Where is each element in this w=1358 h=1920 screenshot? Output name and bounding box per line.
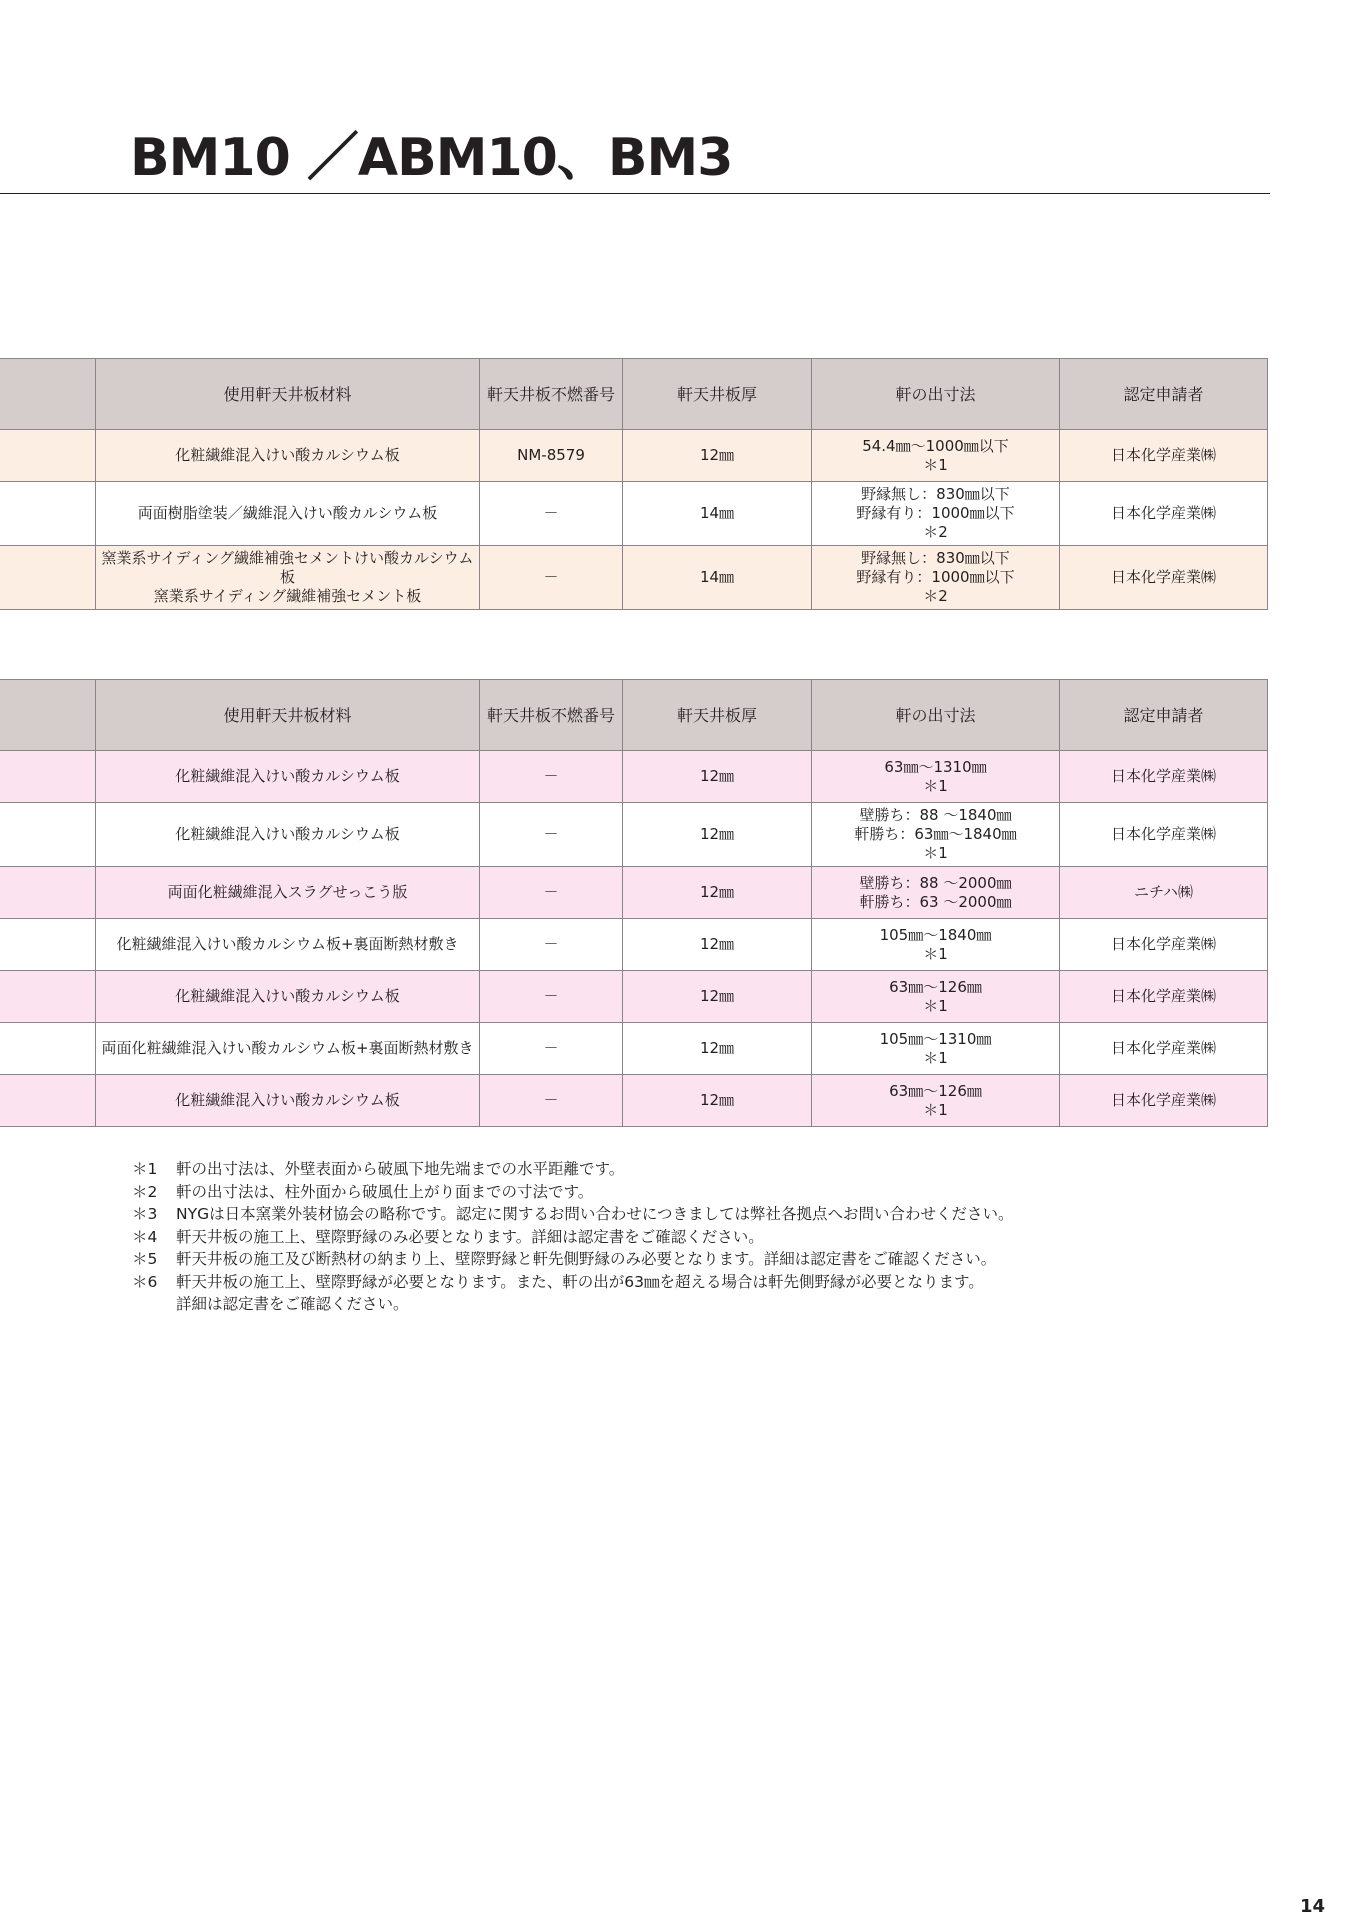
table-row (0, 803, 1268, 867)
cell-applicant: 日本化学産業㈱ (1060, 751, 1268, 803)
table-row (0, 751, 1268, 803)
row-label (0, 803, 96, 867)
cell-eave-dimension: 63㎜～126㎜ ＊1 (812, 1075, 1060, 1127)
table-row (0, 546, 1268, 610)
cell-eave-dimension: 壁勝ち：88 ～1840㎜ 軒勝ち：63㎜～1840㎜ ＊1 (812, 803, 1060, 867)
cell-applicant: 日本化学産業㈱ (1060, 803, 1268, 867)
header-thickness: 軒天井板厚 (623, 359, 812, 430)
footnote-text: 軒天井板の施工上、壁際野縁が必要となります。また、軒の出が63㎜を超える場合は軒先側野縁が必要となります。 詳細は認定書をご確認ください。 (176, 1272, 984, 1313)
cell-fireproof-no: － (480, 1023, 623, 1075)
cell-fireproof-no: NM-8579 (480, 430, 623, 482)
footnote-mark: ＊6 (132, 1272, 158, 1291)
footnote-text: NYGは日本窯業外装材協会の略称です。認定に関するお問い合わせにつきましては弊社各拠点へお問い合わせください。 (176, 1205, 1014, 1223)
table-row (0, 1075, 1268, 1127)
table-row (0, 1023, 1268, 1075)
cell-material: 窯業系サイディング繊維補強セメントけい酸カルシウム板 窯業系サイディング繊維補強セメント板 (96, 546, 480, 610)
cell-thickness: 12㎜ (623, 430, 812, 482)
header-material: 使用軒天井板材料 (96, 680, 480, 751)
cell-applicant: 日本化学産業㈱ (1060, 1023, 1268, 1075)
row-label (0, 919, 96, 971)
cell-eave-dimension: 野縁無し：830㎜以下 野縁有り：1000㎜以下 ＊2 (812, 546, 1060, 610)
row-label (0, 1075, 96, 1127)
row-label (0, 546, 96, 610)
cell-material: 化粧繊維混入けい酸カルシウム板 (96, 971, 480, 1023)
cell-fireproof-no: － (480, 919, 623, 971)
footnote (132, 1158, 1014, 1181)
footnote-text: 軒天井板の施工上、壁際野縁のみ必要となります。詳細は認定書をご確認ください。 (176, 1227, 764, 1246)
cell-material: 化粧繊維混入けい酸カルシウム板+裏面断熱材敷き (96, 919, 480, 971)
cell-material: 化粧繊維混入けい酸カルシウム板 (96, 430, 480, 482)
row-label (0, 751, 96, 803)
cell-thickness: 12㎜ (623, 971, 812, 1023)
header-applicant: 認定申請者 (1060, 680, 1268, 751)
table-row (0, 867, 1268, 919)
footnote (132, 1226, 1014, 1249)
page-title: BM10 ／ABM10、BM3 (130, 128, 733, 188)
cell-thickness: 12㎜ (623, 919, 812, 971)
cell-thickness: 14㎜ (623, 482, 812, 546)
header-thickness: 軒天井板厚 (623, 680, 812, 751)
cell-eave-dimension: 105㎜～1310㎜ ＊1 (812, 1023, 1060, 1075)
table-header-row (0, 359, 1268, 430)
cell-eave-dimension: 105㎜～1840㎜ ＊1 (812, 919, 1060, 971)
cell-applicant: 日本化学産業㈱ (1060, 546, 1268, 610)
footnote-text: 軒天井板の施工及び断熱材の納まり上、壁際野縁と軒先側野縁のみ必要となります。詳細は認定書をご確認ください。 (176, 1250, 997, 1268)
footnotes (132, 1158, 1014, 1316)
table-header-row (0, 680, 1268, 751)
cell-eave-dimension: 壁勝ち：88 ～2000㎜ 軒勝ち：63 ～2000㎜ (812, 867, 1060, 919)
cell-applicant: ニチハ㈱ (1060, 867, 1268, 919)
table-row (0, 430, 1268, 482)
cell-thickness: 12㎜ (623, 867, 812, 919)
footnote-mark: ＊5 (132, 1250, 158, 1268)
row-label (0, 867, 96, 919)
cell-material: 両面樹脂塗装／繊維混入けい酸カルシウム板 (96, 482, 480, 546)
header-applicant: 認定申請者 (1060, 359, 1268, 430)
header-blank (0, 680, 96, 751)
cell-material: 化粧繊維混入けい酸カルシウム板 (96, 1075, 480, 1127)
cell-fireproof-no: － (480, 751, 623, 803)
cell-material: 化粧繊維混入けい酸カルシウム板 (96, 803, 480, 867)
cell-applicant: 日本化学産業㈱ (1060, 971, 1268, 1023)
footnote-mark: ＊4 (132, 1227, 158, 1246)
footnote (132, 1248, 1014, 1271)
cell-thickness: 12㎜ (623, 1075, 812, 1127)
cell-applicant: 日本化学産業㈱ (1060, 482, 1268, 546)
footnote-text: 軒の出寸法は、外壁表面から破風下地先端までの水平距離です。 (176, 1160, 625, 1178)
header-blank (0, 359, 96, 430)
cell-material: 化粧繊維混入けい酸カルシウム板 (96, 751, 480, 803)
spec-table-1 (0, 358, 1268, 610)
table-row (0, 971, 1268, 1023)
cell-eave-dimension: 63㎜～126㎜ ＊1 (812, 971, 1060, 1023)
cell-eave-dimension: 63㎜～1310㎜ ＊1 (812, 751, 1060, 803)
cell-thickness: 12㎜ (623, 1023, 812, 1075)
cell-fireproof-no: － (480, 1075, 623, 1127)
cell-applicant: 日本化学産業㈱ (1060, 919, 1268, 971)
header-eave-dimension: 軒の出寸法 (812, 359, 1060, 430)
header-fireproof-no: 軒天井板不燃番号 (480, 680, 623, 751)
footnote-mark: ＊2 (132, 1182, 158, 1201)
cell-eave-dimension: 野縁無し：830㎜以下 野縁有り：1000㎜以下 ＊2 (812, 482, 1060, 546)
row-label (0, 1023, 96, 1075)
header-fireproof-no: 軒天井板不燃番号 (480, 359, 623, 430)
spec-table-2 (0, 679, 1268, 1127)
footnote (132, 1203, 1014, 1226)
footnote-mark: ＊1 (132, 1160, 158, 1178)
cell-material: 両面化粧繊維混入けい酸カルシウム板+裏面断熱材敷き (96, 1023, 480, 1075)
page-number: 14 (1300, 1896, 1326, 1917)
cell-thickness: 12㎜ (623, 751, 812, 803)
footnote (132, 1181, 1014, 1204)
header-material: 使用軒天井板材料 (96, 359, 480, 430)
cell-thickness: 14㎜ (623, 546, 812, 610)
footnote-text: 軒の出寸法は、柱外面から破風仕上がり面までの寸法です。 (176, 1182, 594, 1201)
cell-eave-dimension: 54.4㎜～1000㎜以下 ＊1 (812, 430, 1060, 482)
cell-material: 両面化粧繊維混入スラグせっこう版 (96, 867, 480, 919)
table-row (0, 482, 1268, 546)
cell-fireproof-no: － (480, 803, 623, 867)
header-eave-dimension: 軒の出寸法 (812, 680, 1060, 751)
title-rule (0, 193, 1270, 194)
cell-fireproof-no: － (480, 971, 623, 1023)
footnote (132, 1271, 1014, 1316)
cell-applicant: 日本化学産業㈱ (1060, 1075, 1268, 1127)
footnote-mark: ＊3 (132, 1205, 158, 1223)
cell-fireproof-no: － (480, 546, 623, 610)
cell-fireproof-no: － (480, 867, 623, 919)
row-label (0, 430, 96, 482)
row-label (0, 971, 96, 1023)
table-row (0, 919, 1268, 971)
cell-thickness: 12㎜ (623, 803, 812, 867)
cell-applicant: 日本化学産業㈱ (1060, 430, 1268, 482)
row-label (0, 482, 96, 546)
cell-fireproof-no: － (480, 482, 623, 546)
